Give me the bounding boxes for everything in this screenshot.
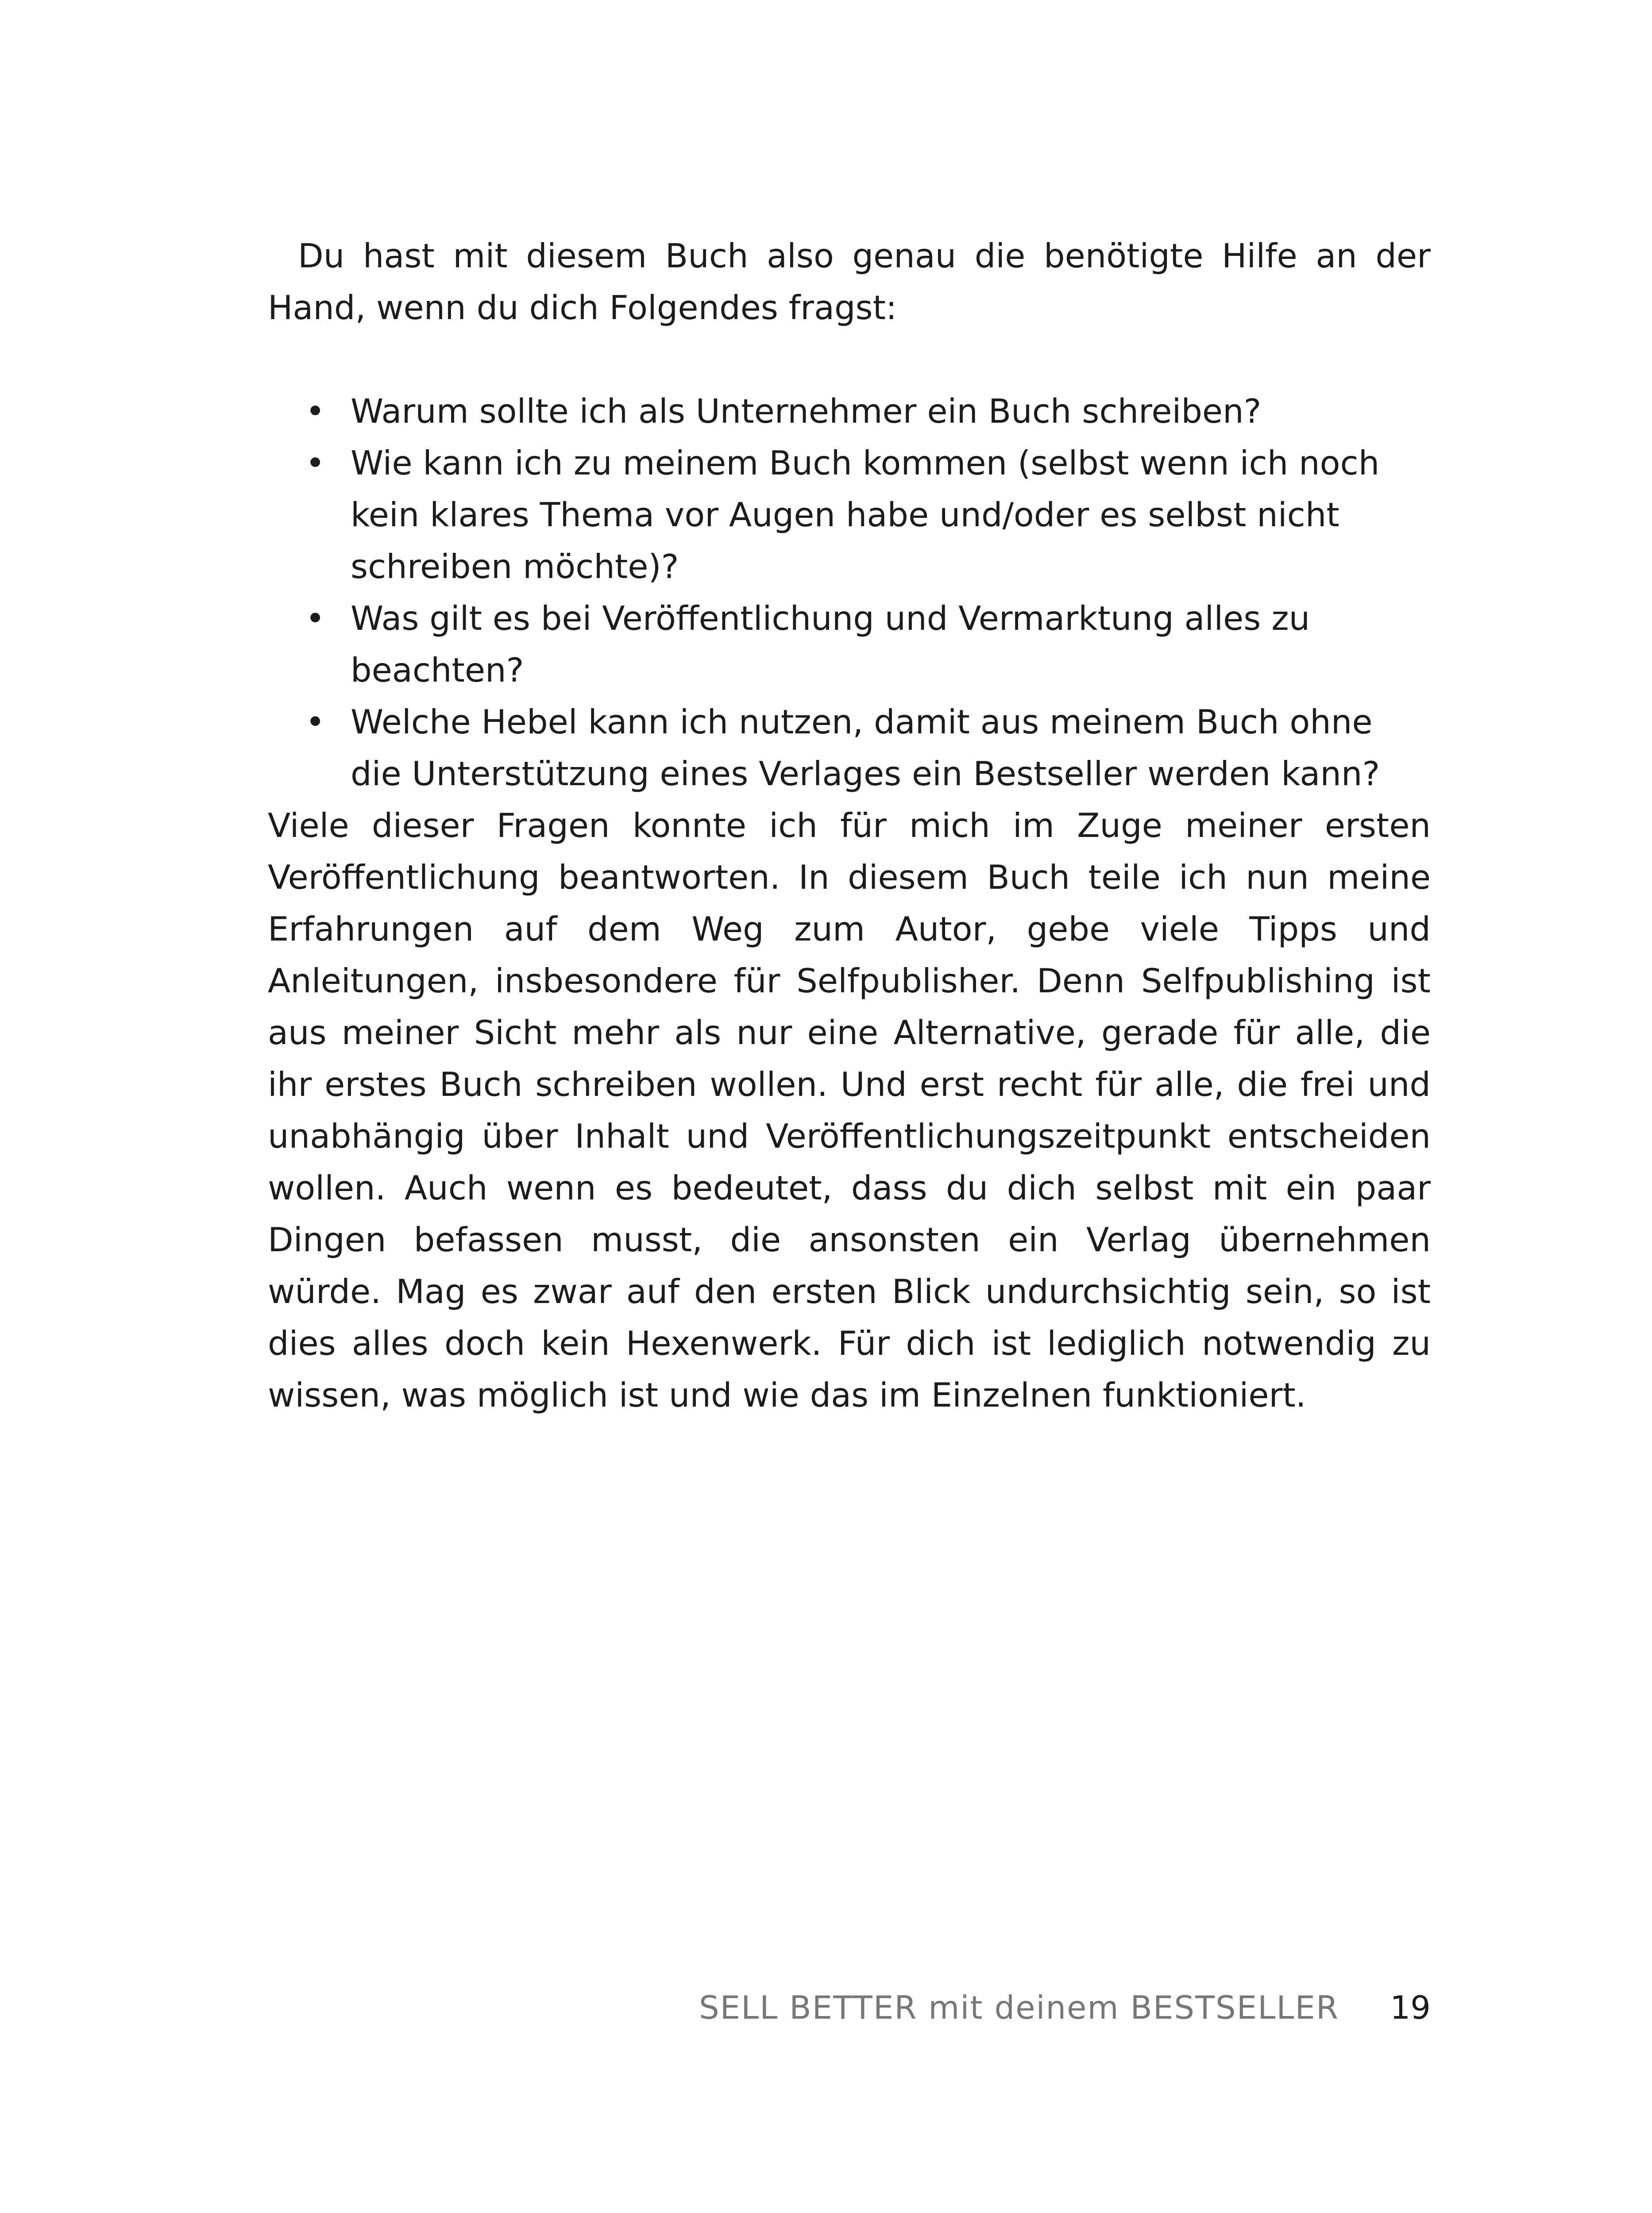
bullet-icon: • bbox=[305, 702, 325, 741]
intro-paragraph: Du hast mit diesem Buch also genau die benötigte Hilfe an der Hand, wenn du dich Folgendes fragst: bbox=[268, 236, 1431, 327]
list-item-text: Welche Hebel kann ich nutzen, damit aus meinem Buch ohne die Unterstützung eines Verlages ein Bestseller werden kann? bbox=[351, 702, 1380, 793]
page-number: 19 bbox=[1390, 1989, 1431, 2026]
list-item bbox=[268, 696, 1431, 800]
list-item-text: Warum sollte ich als Unternehmer ein Buch schreiben? bbox=[351, 392, 1262, 431]
list-item bbox=[268, 593, 1431, 696]
list-item bbox=[268, 437, 1431, 593]
list-item-text: Wie kann ich zu meinem Buch kommen (selbst wenn ich noch kein klares Thema vor Augen habe und/oder es selbst nicht schreiben möchte)? bbox=[351, 443, 1380, 586]
bullet-icon: • bbox=[305, 392, 325, 431]
body-paragraph: Viele dieser Fragen konnte ich für mich im Zuge meiner ersten Veröffentlichung beantworten. In diesem Buch teile ich nun meine Erfahrungen auf dem Weg zum Autor, gebe viele Tipps und Anleitungen, insbesondere für Selfpublisher. Denn Selfpublishing ist aus meiner Sicht mehr als nur eine Alternative, gerade für alle, die ihr erstes Buch schreiben wollen. Und erst recht für alle, die frei und unabhängig über Inhalt und Veröffentlichungszeitpunkt entscheiden wollen. Auch wenn es bedeutet, dass du dich selbst mit ein paar Dingen befassen musst, die ansonsten ein Verlag übernehmen würde. Mag es zwar auf den ersten Blick undurchsichtig sein, so ist dies alles doch kein Hexenwerk. Für dich ist lediglich notwendig zu wissen, was möglich ist und wie das im Einzelnen funktioniert. bbox=[268, 806, 1431, 1415]
running-title: SELL BETTER mit deinem BESTSELLER bbox=[699, 1989, 1339, 2026]
bullet-icon: • bbox=[305, 443, 325, 482]
bullet-icon: • bbox=[305, 599, 325, 638]
question-list bbox=[268, 386, 1431, 800]
page-footer bbox=[268, 1981, 1431, 2034]
list-item-text: Was gilt es bei Veröffentlichung und Vermarktung alles zu beachten? bbox=[351, 599, 1310, 690]
list-item bbox=[268, 386, 1431, 437]
